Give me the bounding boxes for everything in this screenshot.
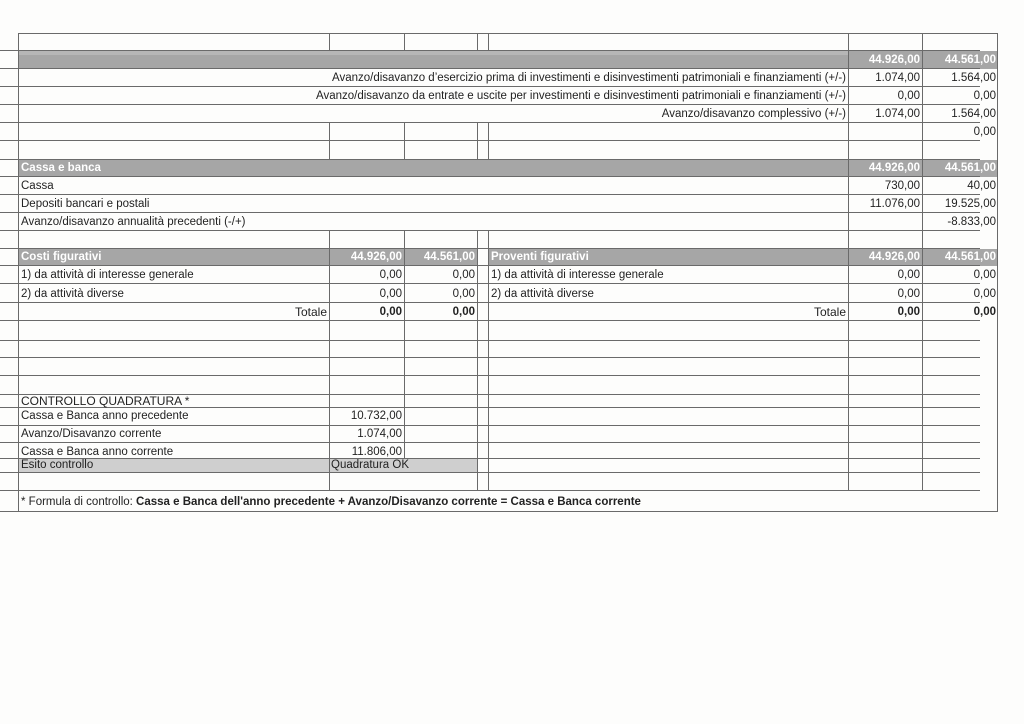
- row-line: [0, 33, 980, 51]
- costi-totale-label: Totale: [294, 305, 327, 319]
- col-line: [488, 123, 489, 160]
- proventi-total-1: 44.926,00: [868, 251, 920, 263]
- col-line: [329, 33, 330, 51]
- cassa-banca-total-1: 44.926,00: [868, 162, 920, 174]
- footnote: [21, 494, 991, 510]
- proventi-totale-1: 0,00: [897, 306, 920, 318]
- controllo-row-value: 11.806,00: [351, 446, 402, 458]
- col-line: [477, 33, 478, 51]
- costi-row-value-1: 0,00: [379, 269, 402, 281]
- proventi-row-value-1: 0,00: [897, 269, 920, 281]
- cassa-banca-row-value-2: 40,00: [967, 180, 996, 192]
- controllo-row-label: Avanzo/Disavanzo corrente: [21, 428, 162, 440]
- controllo-row-label: Cassa e Banca anno corrente: [21, 446, 174, 458]
- row-line: [0, 341, 980, 358]
- footnote-prefix: * Formula di controllo:: [21, 496, 137, 508]
- col-line: [404, 33, 405, 51]
- cassa-banca-row-label: Depositi bancari e postali: [21, 198, 150, 210]
- footnote-formula: Cassa e Banca dell'anno precedente + Avanzo/Disavanzo corrente = Cassa e Banca corrente: [136, 496, 641, 508]
- col-line: [848, 33, 849, 491]
- costi-total-2: 44.561,00: [423, 251, 475, 263]
- cassa-banca-row-value-1: 11.076,00: [869, 198, 920, 210]
- col-line: [488, 33, 489, 51]
- proventi-totale-2: 0,00: [973, 306, 996, 318]
- top-row-label: Avanzo/disavanzo d’esercizio prima di investimenti e disinvestimenti patrimoniali e finanziamenti (+/-): [331, 72, 846, 84]
- top-row-label: Avanzo/disavanzo complessivo (+/-): [661, 108, 846, 120]
- cassa-banca-row-label: Cassa: [21, 180, 54, 192]
- costi-row-value-2: 0,00: [452, 269, 475, 281]
- costi-row-label: 2) da attività diverse: [21, 288, 124, 300]
- cassa-banca-title: Cassa e banca: [21, 162, 101, 174]
- top-row-value-2: 1.564,00: [951, 108, 996, 120]
- row-line: [0, 51, 980, 69]
- top-row-value-2: 0,00: [973, 126, 996, 138]
- col-line: [922, 33, 923, 491]
- row-line: [0, 321, 980, 341]
- cassa-banca-row-value-2: 19.525,00: [944, 198, 996, 210]
- top-row-value-1: 0,00: [897, 90, 920, 102]
- costi-row-value-2: 0,00: [452, 288, 475, 300]
- top-row-label: Avanzo/disavanzo da entrate e uscite per investimenti e disinvestimenti patrimoniali e finanziamenti (+/-): [315, 90, 846, 102]
- col-line: [477, 123, 478, 160]
- proventi-row-value-2: 0,00: [973, 269, 996, 281]
- row-line: [0, 473, 980, 491]
- esito-label: Esito controllo: [21, 459, 94, 471]
- cassa-banca-row-label: Avanzo/disavanzo annualità precedenti (-/+): [21, 216, 246, 228]
- top-row-value-1: 1.074,00: [875, 72, 920, 84]
- controllo-row-value: 10.732,00: [350, 410, 402, 422]
- cassa-banca-total-2: 44.561,00: [944, 162, 996, 174]
- proventi-row-label: 2) da attività diverse: [491, 288, 594, 300]
- costi-totale-2: 0,00: [452, 306, 475, 318]
- controllo-title: CONTROLLO QUADRATURA *: [21, 394, 190, 408]
- controllo-row-value: 1.074,00: [357, 428, 402, 440]
- costi-row-label: 1) da attività di interesse generale: [21, 269, 194, 281]
- top-total-2: 44.561,00: [944, 54, 996, 66]
- costi-row-value-1: 0,00: [379, 288, 402, 300]
- col-line: [329, 123, 330, 160]
- top-row-value-2: 1.564,00: [951, 72, 996, 84]
- proventi-totale-label: Totale: [813, 305, 846, 319]
- costi-figurativi-title: Costi figurativi: [21, 251, 102, 263]
- costi-totale-1: 0,00: [379, 306, 402, 318]
- cassa-banca-row-value-2: -8.833,00: [947, 216, 996, 228]
- col-line: [329, 231, 330, 491]
- row-line: [0, 141, 980, 160]
- controllo-row-label: Cassa e Banca anno precedente: [21, 410, 189, 422]
- esito-value: Quadratura OK: [331, 459, 409, 471]
- proventi-figurativi-title: Proventi figurativi: [491, 251, 589, 263]
- top-row-value-2: 0,00: [973, 90, 996, 102]
- row-line: [0, 231, 980, 249]
- col-line: [404, 231, 405, 459]
- costi-total-1: 44.926,00: [350, 251, 402, 263]
- col-line: [404, 123, 405, 160]
- top-row-value-1: 1.074,00: [875, 108, 920, 120]
- row-line: [0, 358, 980, 376]
- proventi-row-value-2: 0,00: [973, 288, 996, 300]
- row-line: [0, 123, 980, 141]
- cassa-banca-row-value-1: 730,00: [884, 180, 920, 192]
- top-total-1: 44.926,00: [868, 54, 920, 66]
- proventi-total-2: 44.561,00: [944, 251, 996, 263]
- col-line: [477, 231, 478, 491]
- col-line: [488, 231, 489, 491]
- proventi-row-value-1: 0,00: [897, 288, 920, 300]
- proventi-row-label: 1) da attività di interesse generale: [491, 269, 664, 281]
